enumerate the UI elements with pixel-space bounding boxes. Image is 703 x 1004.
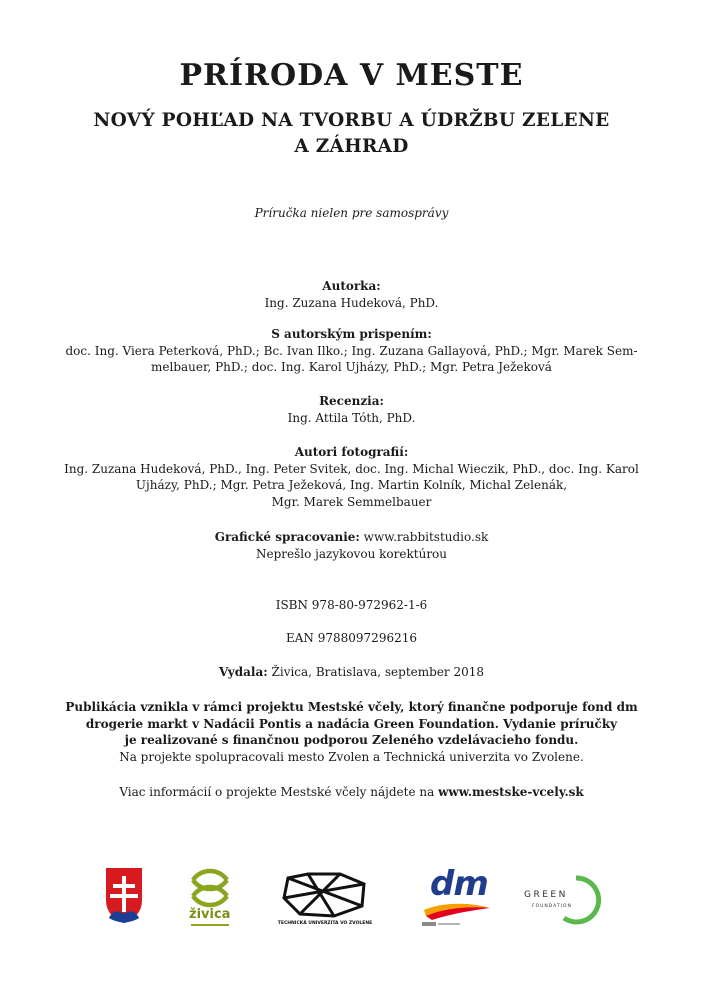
author-label: Autorka: xyxy=(322,279,381,293)
graphics-line xyxy=(40,529,663,546)
photos-line1: Ing. Zuzana Hudeková, PhD., Ing. Peter Svitek, doc. Ing. Michal Wieczik, PhD., doc. Ing. Karol xyxy=(64,461,639,476)
review-name: Ing. Attila Tóth, PhD. xyxy=(287,410,416,425)
publisher-label: Vydala: xyxy=(218,665,268,679)
green-foundation-logo-text: GREEN xyxy=(524,890,568,900)
funding-line1: Publikácia vznikla v rámci projektu Mestské včely, ktorý finančne podporuje fond dm xyxy=(65,700,638,714)
more-info-text: Viac informácií o projekte Mestské včely nájdete na xyxy=(119,785,439,799)
funding-line2: drogerie markt v Nadácii Pontis a nadácia Green Foundation. Vydanie príručky xyxy=(85,716,618,731)
slovak-coat-of-arms-icon xyxy=(104,866,144,924)
photos-section xyxy=(40,444,663,510)
project-website-link[interactable]: www.mestske-vcely.sk xyxy=(438,785,584,799)
page-title: PRÍRODA V MESTE xyxy=(179,58,524,93)
page-subtitle-line1: NOVÝ POHĽAD NA TVORBU A ÚDRŽBU ZELENE xyxy=(93,110,610,131)
technical-university-logo-icon xyxy=(278,870,370,920)
graphics-note: Neprešlo jazykovou korektúrou xyxy=(255,546,448,561)
zivica-logo-text: živica xyxy=(189,907,231,922)
review-section xyxy=(40,393,663,426)
more-info-line xyxy=(40,784,663,801)
author-section xyxy=(40,278,663,311)
photos-line3: Mgr. Marek Semmelbauer xyxy=(271,494,432,509)
publisher-line xyxy=(40,664,663,681)
contributors-section xyxy=(40,326,663,376)
contributors-line1: doc. Ing. Viera Peterková, PhD.; Bc. Ivan Ilko.; Ing. Zuzana Gallayová, PhD.; Mgr. Marek Sem- xyxy=(65,343,638,358)
tagline: Príručka nielen pre samosprávy xyxy=(254,206,449,220)
contributors-line2: melbauer, PhD.; doc. Ing. Karol Ujházy, PhD.; Mgr. Petra Ježeková xyxy=(151,360,552,374)
dm-logo-swoosh-icon xyxy=(420,900,492,928)
review-label: Recenzia: xyxy=(319,394,384,408)
author-name: Ing. Zuzana Hudeková, PhD. xyxy=(264,295,439,310)
contributors-label: S autorským prispením: xyxy=(271,327,432,341)
green-foundation-ring-icon xyxy=(514,874,606,926)
isbn: ISBN 978-80-972962-1-6 xyxy=(275,598,428,612)
page-subtitle-line2: A ZÁHRAD xyxy=(294,136,409,157)
dm-logo-text: dm xyxy=(430,864,488,904)
photos-label: Autori fotografií: xyxy=(294,445,409,459)
photos-line2: Ujházy, PhD.; Mgr. Petra Ježeková, Ing. Martin Kolník, Michal Zelenák, xyxy=(135,478,568,492)
graphics-label: Grafické spracovanie: xyxy=(214,530,360,544)
funding-line3: je realizované s finančnou podporou Zeleného vzdelávacieho fondu. xyxy=(124,733,579,747)
green-foundation-logo-subtext: FOUNDATION xyxy=(532,904,572,909)
ean: EAN 9788097296216 xyxy=(286,631,417,645)
technical-university-logo-text: TECHNICKÁ UNIVERZITA VO ZVOLENE xyxy=(277,921,373,926)
partner-logos xyxy=(0,862,703,932)
publisher-value: Živica, Bratislava, september 2018 xyxy=(267,665,485,679)
graphics-value: www.rabbitstudio.sk xyxy=(359,530,489,544)
graphics-section xyxy=(40,529,663,562)
funding-line4: Na projekte spolupracovali mesto Zvolen a Technická univerzita vo Zvolene. xyxy=(119,749,584,764)
funding-section xyxy=(40,699,663,765)
